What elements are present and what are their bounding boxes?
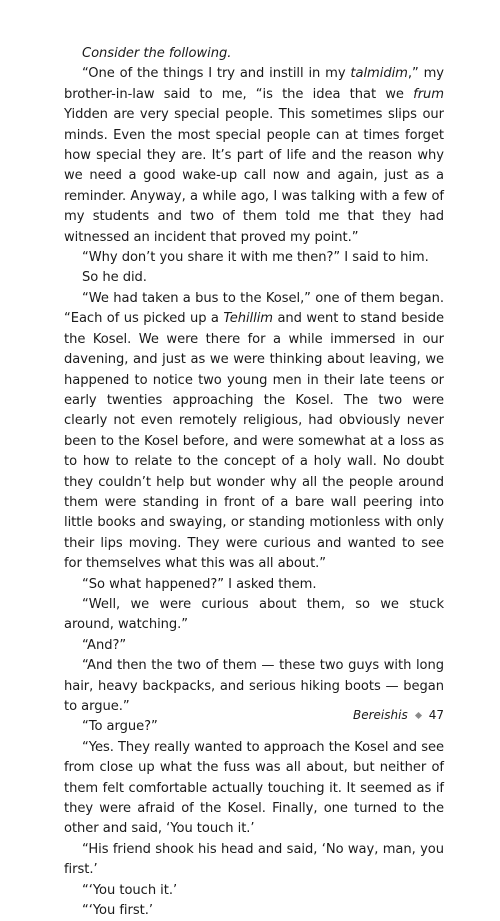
- paragraph: “We had taken a bus to the Kosel,” one of them began. “Each of us picked up a Tehillim and went to stand beside the Kosel. We were there for a while immersed in our davening, and just as we were thinking about leaving, we happened to notice two young men in their late teens or early twenties approaching the Kosel. The two were clearly not even remotely religious, had obviously never been to the Kosel before, and were somewhat at a loss as to how to relate to the concept of a holy wall. No doubt they couldn’t help but wonder why all the people around them were standing in front of a bare wall peering into little books and swaying, or standing motionless with only their lips moving. They were curious and wanted to see for themselves what this was all about.”: [64, 290, 444, 572]
- paragraph: “‘You first.’: [82, 903, 153, 919]
- running-title: Bereishis: [353, 708, 408, 722]
- page-footer: [353, 708, 444, 722]
- paragraph: “To argue?”: [82, 719, 158, 735]
- paragraph: “One of the things I try and instill in my talmidim,” my brother-in-law said to me, “is the idea that we frum Yidden are very special people. This sometimes slips our minds. Even the most special people can at times forget how special they are. It’s part of life and the reason why we need a good wake-up call now and again, just as a reminder. Anyway, a while ago, I was talking with a few of my students and two of them told me that they had witnessed an incident that proved my point.”: [64, 66, 444, 245]
- diamond-separator-icon: [415, 711, 422, 718]
- paragraph-lead: Consider the following.: [82, 46, 232, 61]
- paragraph: “And?”: [82, 637, 127, 653]
- paragraph: “‘You touch it.’: [82, 882, 178, 898]
- paragraph: “Yes. They really wanted to approach the Kosel and see from close up what the fuss was all about, but neither of them felt comfortable actually touching it. It seemed as if they were afraid of the Kosel. Finally, one turned to the other and said, ‘You touch it.’: [64, 739, 444, 837]
- paragraph: “His friend shook his head and said, ‘No way, man, you first.’: [64, 841, 444, 878]
- page-number: 47: [428, 708, 444, 722]
- paragraph: “Why don’t you share it with me then?” I said to him.: [82, 250, 429, 266]
- paragraph: “Well, we were curious about them, so we stuck around, watching.”: [64, 596, 444, 633]
- paragraph: “And then the two of them — these two guys with long hair, heavy backpacks, and serious hiking boots — began to argue.”: [64, 658, 444, 714]
- paragraph: So he did.: [82, 270, 147, 286]
- paragraph: “So what happened?” I asked them.: [82, 576, 317, 592]
